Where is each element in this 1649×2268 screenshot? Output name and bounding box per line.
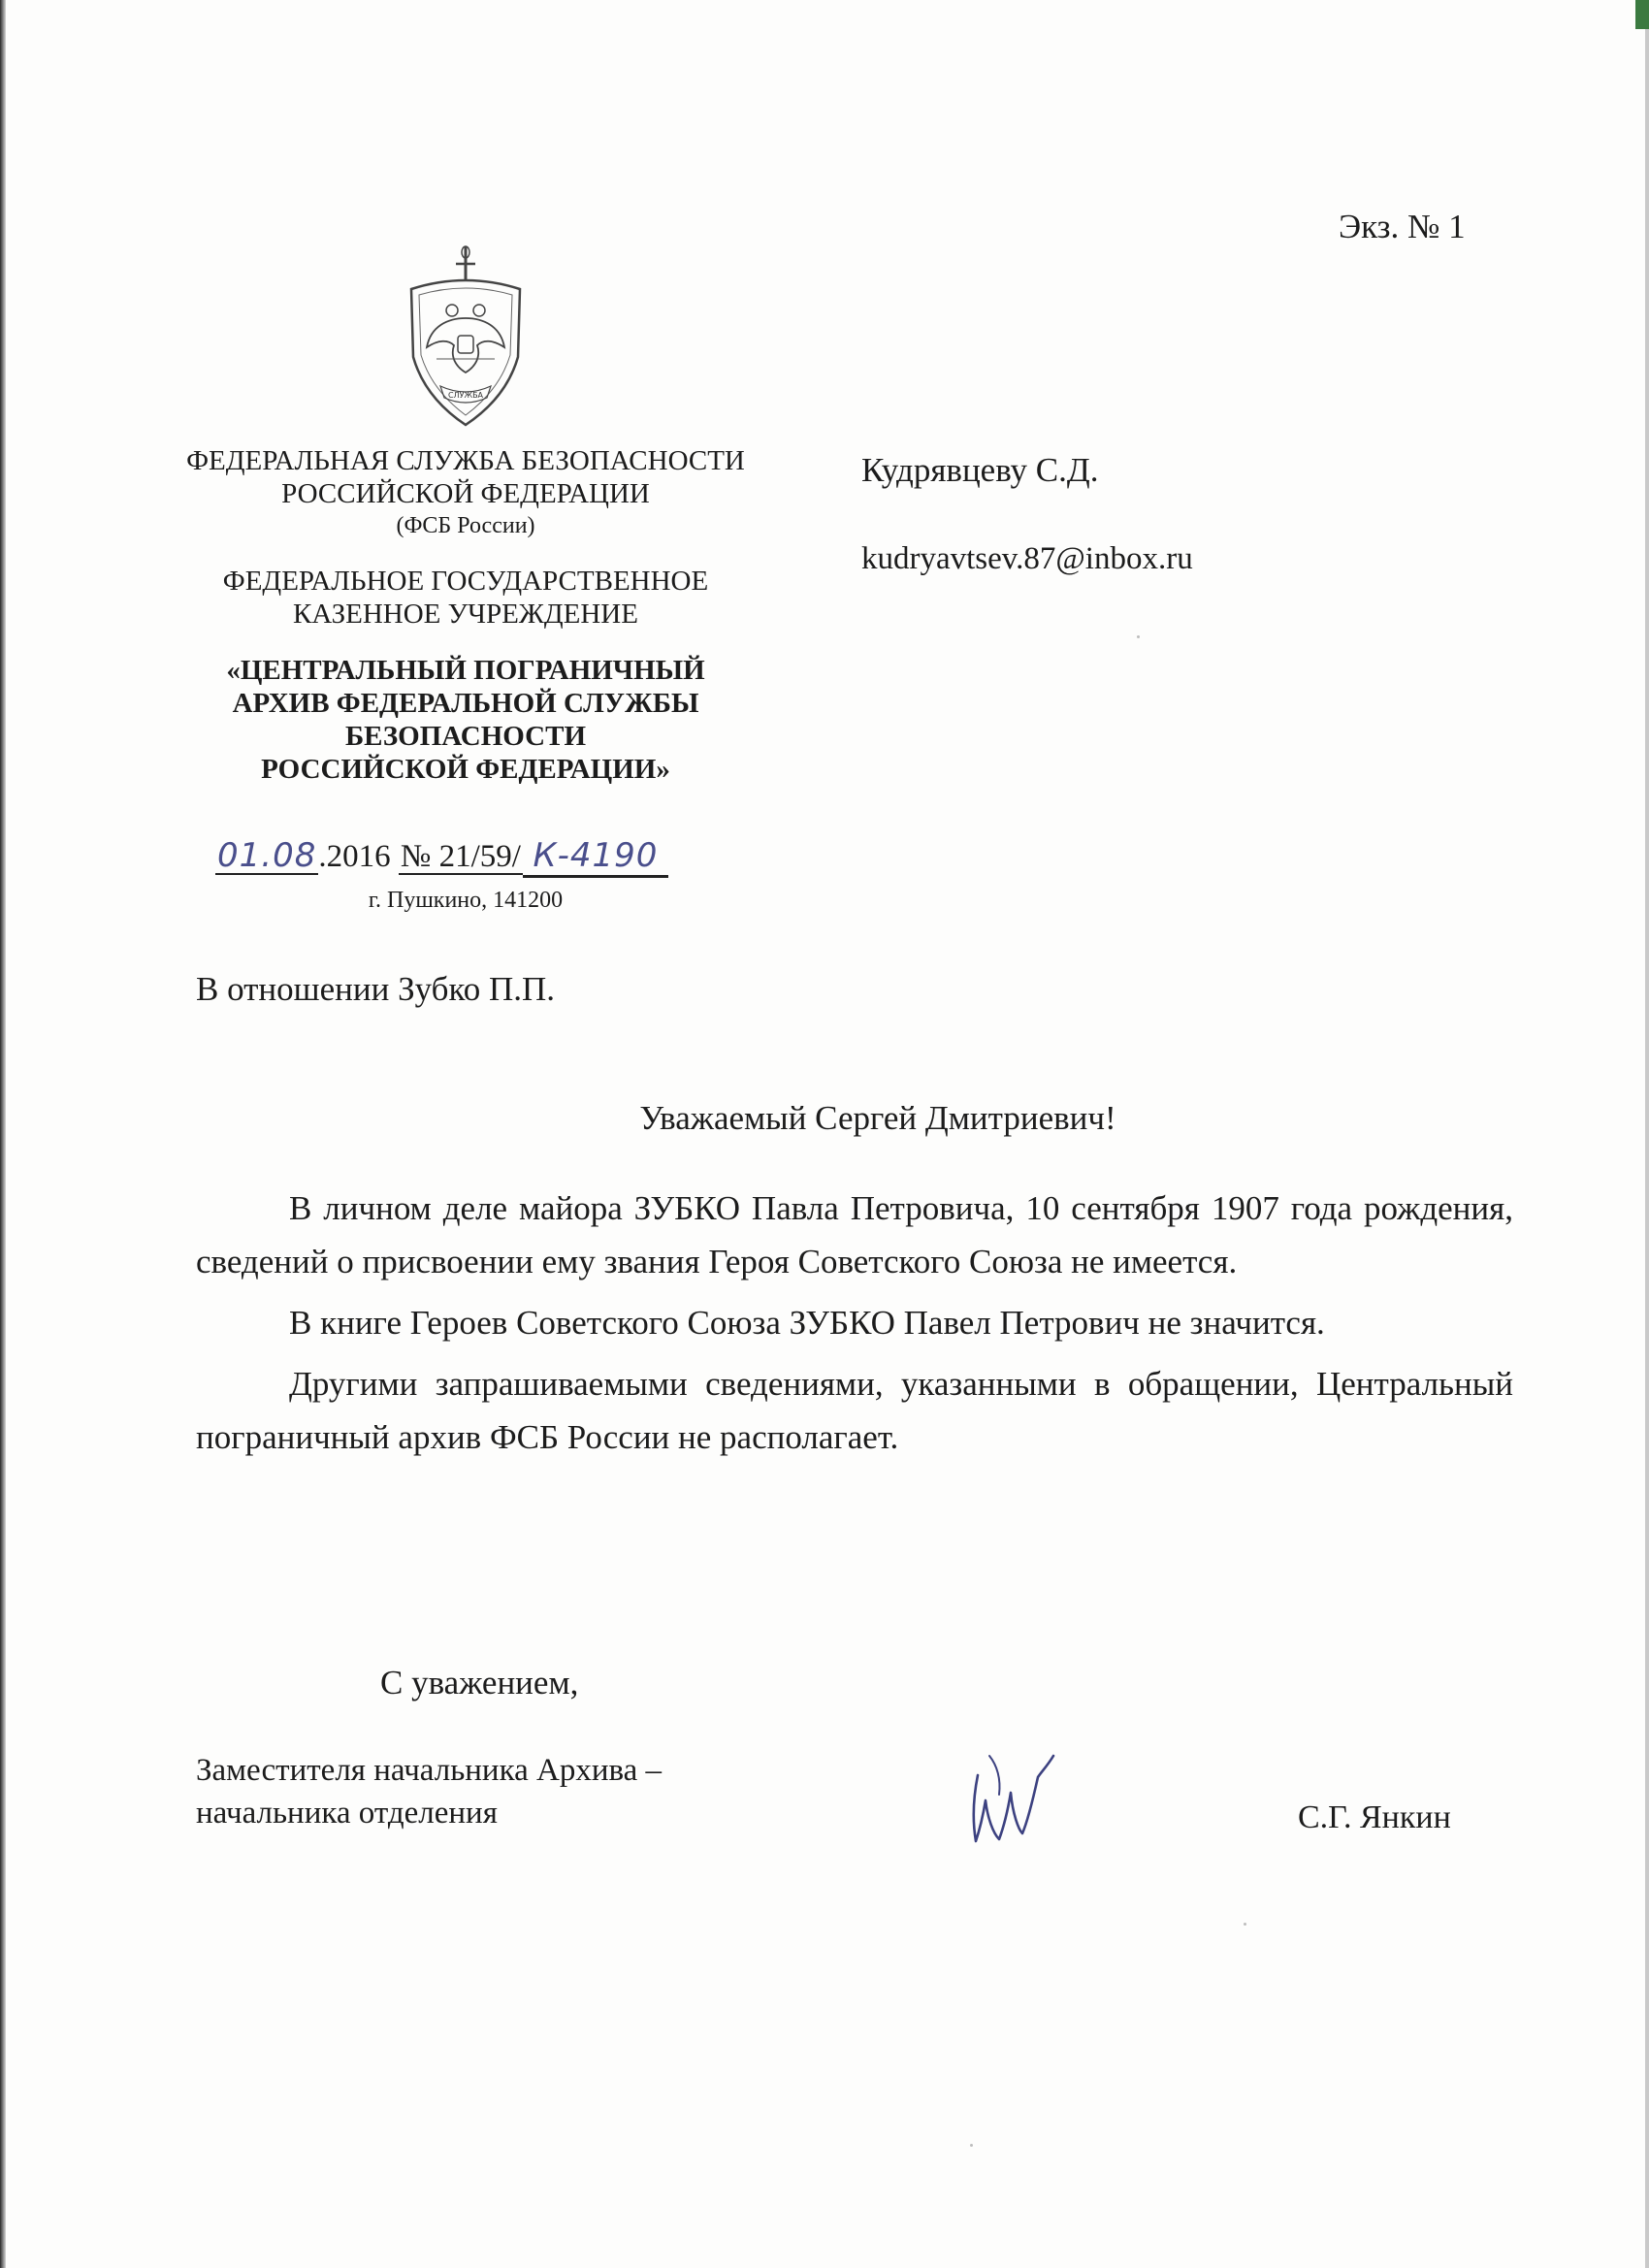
institution-line-2: КАЗЕННОЕ УЧРЕЖДЕНИЕ bbox=[293, 599, 638, 630]
position-line-2: начальника отделения bbox=[196, 1796, 498, 1831]
scan-edge-right bbox=[1645, 29, 1649, 2268]
emblem-inscription: СЛУЖБА bbox=[447, 391, 484, 400]
agency-line-1: ФЕДЕРАЛЬНАЯ СЛУЖБА БЕЗОПАСНОСТИ bbox=[186, 445, 745, 476]
paragraph-1: В личном деле майора ЗУБКО Павла Петровича, 10 сентября 1907 года рождения, сведений о присвоении ему звания Героя Советского Союза не имеется. bbox=[196, 1189, 1513, 1280]
paragraph-2: В книге Героев Советского Союза ЗУБКО Павел Петрович не значится. bbox=[289, 1304, 1325, 1342]
archive-line-4: РОССИЙСКОЙ ФЕДЕРАЦИИ» bbox=[261, 754, 670, 785]
sender-city: г. Пушкино, 141200 bbox=[368, 888, 564, 913]
sender-block bbox=[146, 444, 786, 786]
scan-speck bbox=[1137, 635, 1140, 638]
scan-speck bbox=[1244, 1923, 1246, 1926]
letter-body bbox=[196, 1182, 1513, 1472]
copy-number: Экз. № 1 bbox=[1339, 208, 1466, 245]
paragraph-3: Другими запрашиваемыми сведениями, указанными в обращении, Центральный пограничный архив ФСБ России не располагает. bbox=[196, 1365, 1513, 1456]
scan-edge-corner bbox=[1635, 0, 1649, 29]
recipient-email: kudryavtsev.87@inbox.ru bbox=[861, 541, 1193, 576]
scan-speck bbox=[970, 2144, 973, 2147]
handwritten-date: 01.08 bbox=[217, 836, 317, 875]
letter-subject: В отношении Зубко П.П. bbox=[196, 970, 555, 1008]
recipient-name: Кудрявцеву С.Д. bbox=[861, 451, 1099, 489]
handwritten-number: К-4190 bbox=[533, 836, 659, 875]
registration-line bbox=[215, 836, 759, 878]
position-line-1: Заместителя начальника Архива – bbox=[196, 1753, 663, 1788]
letter-year: .2016 bbox=[318, 839, 391, 874]
closing-regards: С уважением, bbox=[380, 1664, 579, 1701]
archive-line-3: БЕЗОПАСНОСТИ bbox=[344, 721, 587, 752]
archive-line-2: АРХИВ ФЕДЕРАЛЬНОЙ СЛУЖБЫ bbox=[232, 688, 699, 719]
signer-position bbox=[196, 1749, 662, 1834]
agency-line-2: РОССИЙСКОЙ ФЕДЕРАЦИИ bbox=[281, 478, 650, 509]
archive-line-1: «ЦЕНТРАЛЬНЫЙ ПОГРАНИЧНЫЙ bbox=[226, 655, 705, 686]
handwritten-signature-icon bbox=[960, 1736, 1067, 1853]
institution-line-1: ФЕДЕРАЛЬНОЕ ГОСУДАРСТВЕННОЕ bbox=[222, 566, 709, 597]
fsb-emblem-icon bbox=[398, 243, 534, 432]
agency-short: (ФСБ России) bbox=[396, 513, 535, 538]
letter-number-prefix: № 21/59/ bbox=[400, 839, 521, 874]
salutation: Уважаемый Сергей Дмитриевич! bbox=[639, 1099, 1116, 1137]
signer-name: С.Г. Янкин bbox=[1298, 1799, 1451, 1835]
